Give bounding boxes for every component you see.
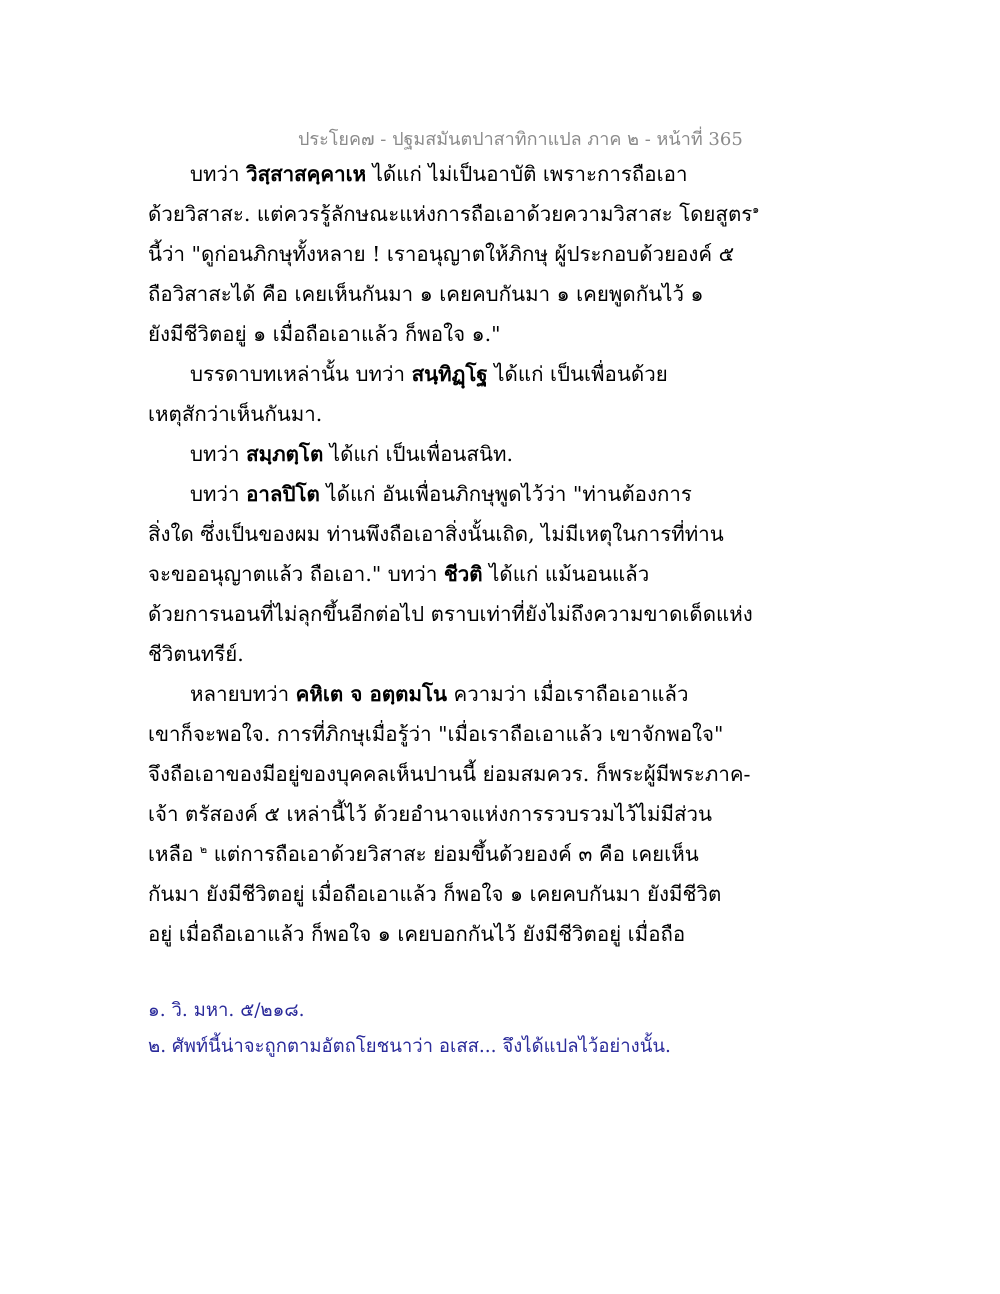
bold-term: อาลปิโต: [246, 482, 320, 506]
text-segment: ด้วยการนอนที่ไม่ลุกขึ้นอีกต่อไป ตราบเท่าที่ยังไม่ถึงความขาดเด็ดแห่ง: [148, 602, 753, 626]
text-line: [148, 724, 724, 745]
text-segment: บทว่า: [190, 442, 247, 466]
text-segment: ได้แก่ อันเพื่อนภิกษุพูดไว้ว่า "ท่านต้องการ: [319, 482, 692, 506]
text-line: [190, 164, 687, 185]
text-line: [148, 764, 751, 785]
text-segment: ได้แก่ ไม่เป็นอาบัติ เพราะการถือเอา: [366, 162, 688, 186]
text-line: [148, 524, 724, 545]
text-segment: ยังมีชีวิตอยู่ ๑ เมื่อถือเอาแล้ว ก็พอใจ ๑.": [148, 322, 501, 346]
text-segment: เหลือ: [148, 842, 200, 866]
footnote-ref: ๑: [752, 203, 760, 217]
text-segment: สิ่งใด ซึ่งเป็นของผม ท่านพึงถือเอาสิ่งนั้นเถิด, ไม่มีเหตุในการที่ท่าน: [148, 522, 724, 546]
text-segment: ถือวิสาสะได้ คือ เคยเห็นกันมา ๑ เคยคบกันมา ๑ เคยพูดกันไว้ ๑: [148, 282, 704, 306]
text-segment: ได้แก่ เป็นเพื่อนด้วย: [487, 362, 668, 386]
text-line: [190, 684, 689, 705]
bold-term: คหิเต จ อตฺตมโน: [295, 682, 447, 706]
text-segment: เจ้า ตรัสองค์ ๕ เหล่านี้ไว้ ด้วยอำนาจแห่งการรวบรวมไว้ไม่มีส่วน: [148, 802, 713, 826]
text-segment: จะขออนุญาตแล้ว ถือเอา." บทว่า: [148, 562, 444, 586]
text-line: [148, 204, 759, 225]
bold-term: ชีวติ: [443, 562, 483, 586]
text-line: [148, 604, 753, 625]
text-line: [148, 564, 649, 585]
text-segment: กันมา ยังมีชีวิตอยู่ เมื่อถือเอาแล้ว ก็พอใจ ๑ เคยคบกันมา ยังมีชีวิต: [148, 882, 722, 906]
text-segment: หลายบทว่า: [190, 682, 296, 706]
text-segment: นี้ว่า "ดูก่อนภิกษุทั้งหลาย ! เราอนุญาตให้ภิกษุ ผู้ประกอบด้วยองค์ ๕: [148, 242, 735, 266]
text-segment: เหตุสักว่าเห็นกันมา.: [148, 402, 323, 426]
bold-term: วิสฺสาสคฺคาเห: [246, 162, 367, 186]
text-line: [148, 284, 704, 305]
text-segment: อยู่ เมื่อถือเอาแล้ว ก็พอใจ ๑ เคยบอกกันไว้ ยังมีชีวิตอยู่ เมื่อถือ: [148, 922, 686, 946]
bold-term: สนฺทิฏฺโฐ: [411, 362, 488, 386]
text-line: [148, 644, 244, 665]
text-line: [148, 884, 721, 905]
text-segment: บทว่า: [190, 482, 247, 506]
text-segment: ได้แก่ เป็นเพื่อนสนิท.: [323, 442, 513, 466]
text-line: [190, 444, 513, 465]
text-segment: จึงถือเอาของมีอยู่ของบุคคลเห็นปานนี้ ย่อมสมควร. ก็พระผู้มีพระภาค-: [148, 762, 751, 786]
text-segment: ชีวิตนทรีย์.: [148, 642, 244, 666]
text-line: [148, 244, 734, 265]
text-segment: บทว่า: [190, 162, 247, 186]
text-segment: แต่การถือเอาด้วยวิสาสะ ย่อมขึ้นด้วยองค์ ๓ คือ เคยเห็น: [207, 842, 699, 866]
text-line: [148, 404, 322, 425]
text-segment: เขาก็จะพอใจ. การที่ภิกษุเมื่อรู้ว่า "เมื่อเราถือเอาแล้ว เขาจักพอใจ": [148, 722, 724, 746]
footnote-1: ๑. วิ. มหา. ๕/๒๑๘.: [148, 1000, 305, 1021]
text-line: [148, 924, 685, 945]
bold-term: สมฺภตฺโต: [246, 442, 324, 466]
footnote-2: ๒. ศัพท์นี้น่าจะถูกตามอัตถโยชนาว่า อเสส... จึงได้แปลไว้อย่างนั้น.: [148, 1036, 671, 1057]
text-segment: บรรดาบทเหล่านั้น บทว่า: [190, 362, 412, 386]
text-segment: ความว่า เมื่อเราถือเอาแล้ว: [446, 682, 689, 706]
text-segment: ด้วยวิสาสะ. แต่ควรรู้ลักษณะแห่งการถือเอาด้วยความวิสาสะ โดยสูตร: [148, 202, 753, 226]
footnote-ref: ๒: [199, 843, 208, 857]
text-line: [148, 804, 712, 825]
text-line: [190, 364, 668, 385]
text-line: [148, 844, 699, 865]
text-line: [190, 484, 692, 505]
text-segment: ได้แก่ แม้นอนแล้ว: [482, 562, 650, 586]
text-line: [148, 324, 501, 345]
page-header: ประโยค๗ - ปฐมสมันตปาสาทิกาแปล ภาค ๒ - หน้าที่ 365: [298, 129, 743, 150]
